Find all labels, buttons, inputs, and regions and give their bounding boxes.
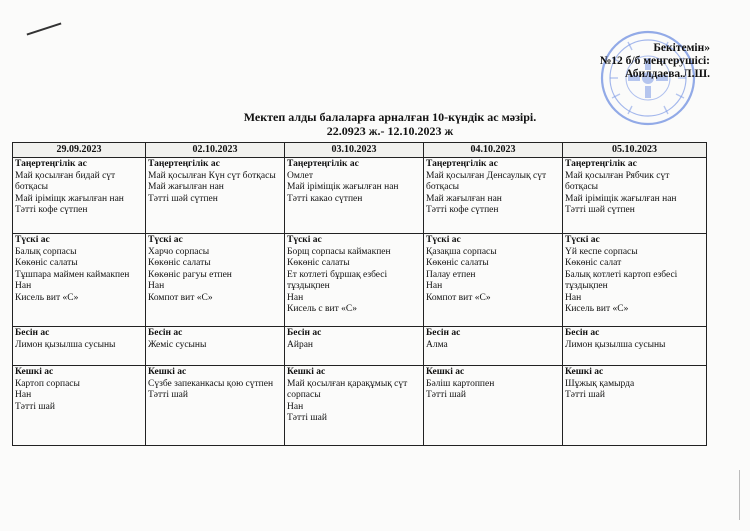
meal-label: Кешкі ас (565, 367, 604, 377)
dish-item: Май жағылған нан (148, 182, 224, 192)
meal-label: Кешкі ас (426, 367, 465, 377)
meal-label: Таңертеңгілік ас (287, 159, 359, 169)
meal-label: Таңертеңгілік ас (148, 159, 220, 169)
menu-cell (424, 366, 563, 446)
dish-item: Көкөніс рагуы етпен (148, 269, 232, 280)
menu-cell (146, 366, 285, 446)
dish-item: Кисель вит «С» (15, 292, 79, 303)
meal-label: Түскі ас (565, 235, 600, 245)
meal-row (13, 234, 707, 327)
dish-item: Тәтті кофе сүтпен (15, 205, 88, 215)
dish-item: Тәтті шәй сүтпен (565, 205, 635, 215)
menu-cell (285, 158, 424, 234)
menu-cell (424, 158, 563, 234)
date-header: 04.10.2023 (424, 143, 563, 158)
dish-item: Көкөніс салаты (15, 258, 78, 268)
dish-item: Нан (15, 390, 32, 400)
dish-item: Май іріміщк жағылған нан (15, 193, 124, 204)
title-line-1: Мектеп алды балаларға арналған 10-күндік ас мәзірі. (243, 110, 537, 124)
meal-label: Таңертеңгілік ас (426, 159, 498, 169)
dish-item: Тәтті шай (287, 413, 327, 423)
meal-label: Бесін ас (148, 328, 183, 338)
meal-label: Кешкі ас (287, 367, 326, 377)
dish-item: Лимон қызылша сусыны (15, 339, 116, 350)
approval-position: №12 б/б меңгерушісі: (599, 55, 710, 67)
menu-cell (13, 158, 146, 234)
dish-item: Көкөніс салаты (426, 258, 489, 268)
meal-label: Кешкі ас (148, 367, 187, 377)
dish-item: Тәтті какао сүтпен (287, 193, 363, 204)
menu-cell (146, 234, 285, 327)
dish-item: Нан (426, 281, 443, 291)
dish-item: Жеміс сусыны (148, 339, 207, 350)
meal-label: Таңертеңгілік ас (15, 159, 87, 169)
menu-cell (563, 327, 707, 366)
meal-row (13, 327, 707, 366)
dish-item: Кисель с вит «С» (287, 304, 357, 314)
dish-item: Нан (287, 401, 304, 412)
dish-item: Май іріміщік жағылған нан (565, 193, 677, 204)
menu-cell (424, 327, 563, 366)
menu-cell (563, 234, 707, 327)
meal-label: Бесін ас (426, 328, 461, 338)
dish-item: Көкөніс салаты (287, 258, 350, 268)
date-header: 03.10.2023 (285, 143, 424, 158)
dish-item: Май қосылған Рябчик сүт ботқасы (565, 170, 670, 192)
menu-cell (146, 158, 285, 234)
meal-label: Түскі ас (148, 235, 183, 245)
document-title (0, 110, 750, 138)
dish-item: Май іріміщік жағылған нан (287, 182, 399, 192)
dish-item: Тәтті шай (426, 390, 466, 400)
meal-label: Түскі ас (15, 235, 50, 245)
menu-cell (563, 158, 707, 234)
dish-item: Компот вит «С» (426, 292, 491, 303)
approval-signatory: Абилдаева.Л.Ш. (624, 68, 710, 80)
meal-label: Таңертеңгілік ас (565, 159, 637, 169)
approval-block (600, 42, 710, 81)
dish-item: Сүзбе запеканкасы қою сүтпен (148, 378, 274, 389)
menu-cell (424, 234, 563, 327)
title-line-2: 22.0923 ж.- 12.10.2023 ж (326, 124, 454, 138)
dish-item: Шұжық қамырда (565, 378, 635, 389)
date-header: 29.09.2023 (13, 143, 146, 158)
dish-item: Омлет (287, 170, 313, 181)
dish-item: Май қосылған бидай сүт ботқасы (15, 170, 116, 192)
dish-item: Тәтті шәй сүтпен (148, 193, 218, 204)
edge-mark (731, 470, 740, 520)
dish-item: Нан (148, 281, 165, 291)
meal-label: Бесін ас (287, 328, 322, 338)
dish-item: Тәтті шай (565, 390, 605, 400)
dish-item: Харчо сорпасы (148, 246, 210, 257)
dish-item: Май жағылған нан (426, 193, 502, 204)
meal-label: Бесін ас (565, 328, 600, 338)
dish-item: Қазақша сорпасы (426, 246, 497, 257)
dish-item: Май қосылған Күн сүт ботқасы (148, 170, 276, 181)
menu-cell (285, 234, 424, 327)
dish-item: Балық сорпасы (15, 246, 77, 257)
dish-item: Бәліш картоппен (426, 378, 495, 389)
approval-heading: Бекітемін» (653, 42, 710, 54)
date-header: 05.10.2023 (563, 143, 707, 158)
dish-item: Кисель вит «С» (565, 304, 629, 314)
dish-item: Көкөніс салаты (148, 258, 211, 268)
menu-cell (563, 366, 707, 446)
meal-label: Түскі ас (426, 235, 461, 245)
menu-table (12, 142, 707, 446)
meal-row (13, 158, 707, 234)
dish-item: Тәтті шай (148, 390, 188, 400)
menu-cell (285, 327, 424, 366)
dish-item: Балық котлеті картоп езбесі тұздықпен (565, 269, 678, 291)
dish-item: Көкөніс салат (565, 258, 622, 268)
dish-item: Тәтті шай (15, 401, 55, 412)
menu-cell (13, 366, 146, 446)
dish-item: Май қосылған қарақұмық сүт сорпасы (287, 378, 408, 400)
dish-item: Ет котлеті бұршақ езбесі тұздықпен (287, 269, 388, 291)
dish-item: Тәтті кофе сүтпен (426, 205, 499, 215)
date-header: 02.10.2023 (146, 143, 285, 158)
dish-item: Лимон қызылша сусыны (565, 339, 666, 350)
menu-cell (285, 366, 424, 446)
meal-label: Түскі ас (287, 235, 322, 245)
dish-item: Борщ сорпасы каймакпен (287, 246, 391, 257)
dish-item: Тұшпара маймен каймакпен (15, 269, 130, 280)
dish-item: Компот вит «С» (148, 292, 213, 303)
meal-label: Бесін ас (15, 328, 50, 338)
dish-item: Картоп сорпасы (15, 378, 80, 389)
dish-item: Май қосылған Денсаулық сүт ботқасы (426, 170, 547, 192)
dish-item: Палау етпен (426, 269, 476, 280)
meal-label: Кешкі ас (15, 367, 54, 377)
dish-item: Нан (15, 281, 32, 291)
dish-item: Нан (287, 292, 304, 303)
meal-row (13, 366, 707, 446)
menu-cell (146, 327, 285, 366)
dish-item: Нан (565, 292, 582, 303)
menu-cell (13, 234, 146, 327)
dish-item: Үй кеспе сорпасы (565, 246, 638, 257)
dish-item: Айран (287, 339, 313, 350)
pen-mark (27, 22, 62, 35)
menu-cell (13, 327, 146, 366)
dish-item: Алма (426, 339, 448, 350)
date-header-row (13, 143, 707, 158)
